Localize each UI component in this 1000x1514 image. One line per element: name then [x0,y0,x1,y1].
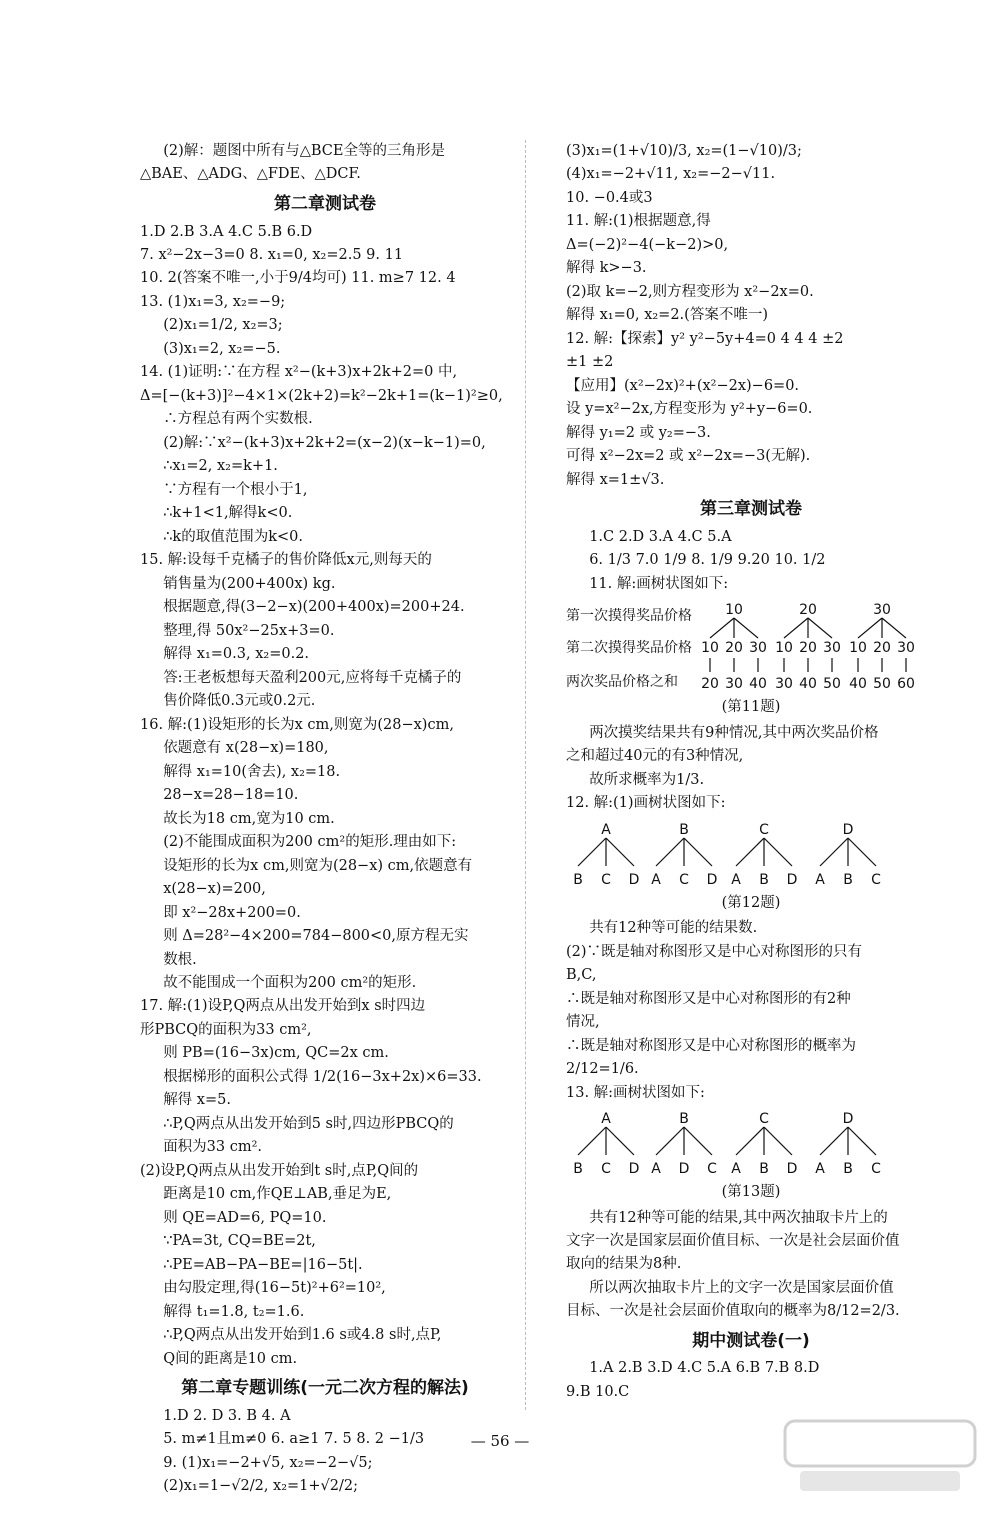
text-line: 11. 解:(1)根据题意,得 [566,213,711,230]
tree-child-node: 20 [873,640,891,657]
chapter2-special-title: 第二章专题训练(一元二次方程的解法) [181,1378,469,1399]
text-line: 故不能围成一个面积为200 cm²的矩形. [163,975,417,991]
watermark-logo [780,1416,980,1496]
tree-child-node: C [679,871,689,888]
tree-branch [606,838,634,866]
tree-root-node: D [842,821,854,838]
midterm-answers [566,1357,936,1404]
tree-root-node: D [842,1111,854,1128]
text-line: 1.A 2.B 3.D 4.C 5.A 6.B 7.B 8.D [589,1360,820,1377]
text-line: 整理,得 50x²−25x+3=0. [163,622,335,639]
tree-diagram-11 [566,598,936,694]
tree-branch [684,838,712,866]
text-line: 解得 t₁=1.8, t₂=1.6. [163,1303,305,1320]
text-line: ∴x₁=2, x₂=k+1. [163,458,278,475]
tree-sum-node: 50 [873,676,891,693]
tree-child-node: B [843,1161,853,1178]
text-line: 5. m≠1且m≠0 6. a≥1 7. 5 8. 2 −1/3 [163,1431,425,1448]
chapter2-answers [140,221,510,1372]
tree-child-node: D [628,1161,640,1178]
tree-branch [858,618,882,638]
tree-diagram-13 [566,1107,936,1179]
tree-child-node: A [651,1161,661,1178]
tree-diagram-12 [566,818,936,890]
text-line: 16. 解:(1)设矩形的长为x cm,则宽为(28−x)cm, [140,716,454,733]
tree-sum-node: 20 [701,676,719,693]
text-line: 之和超过40元的有3种情况, [566,748,744,765]
tree-row-label: 第一次摸得奖品价格 [566,608,692,625]
tree-child-node: A [731,871,741,888]
text-line: (2)设P,Q两点从出发开始到t s时,点P,Q间的 [140,1162,419,1179]
text-line: 答:王老板想每天盈利200元,应将每千克橘子的 [163,669,462,686]
tree-child-node: B [573,871,583,888]
text-line: 则 QE=AD=6, PQ=10. [163,1209,327,1226]
tree-root-node: C [759,821,769,838]
text-line: 根据梯形的面积公式得 1/2(16−3x+2x)×6=33. [163,1068,482,1085]
text-line: 9.B 10.C [566,1383,630,1400]
text-line: (3)x₁=(1+√10)/3, x₂=(1−√10)/3; [566,143,802,159]
text-line: 解得 x₁=0.3, x₂=0.2. [163,646,310,663]
tree-branch [578,1127,606,1155]
text-line: 数根. [163,951,197,968]
tree-branch [764,838,792,866]
text-line: Δ=(−2)²−4(−k−2)>0, [566,236,729,253]
text-line: 1.D 2.B 3.A 4.C 5.B 6.D [140,223,313,240]
tree-branch [684,1127,712,1155]
text-line: 17. 解:(1)设P,Q两点从出发开始到x s时四边 [140,998,426,1015]
left-top-lines [140,140,510,187]
text-line: (2)取 k=−2,则方程变形为 x²−2x=0. [566,283,814,300]
tree-branch [820,838,848,866]
tree-branch [578,838,606,866]
text-line: 可得 x²−2x=2 或 x²−2x=−3(无解). [566,448,811,465]
tree-sum-node: 60 [897,676,915,693]
tree-root-node: A [601,1111,611,1128]
text-line: 12. 解:【探索】y² y²−5y+4=0 4 4 4 ±2 [566,330,844,347]
text-line: 两次摸奖结果共有9种情况,其中两次奖品价格 [589,724,879,741]
text-line: 文字一次是国家层面价值目标、一次是社会层面价值 [566,1233,900,1249]
text-line: 7. x²−2x−3=0 8. x₁=0, x₂=2.5 9. 11 [140,246,404,263]
tree-root-node: C [759,1111,769,1128]
text-line: 则 Δ=28²−4×200=784−800<0,原方程无实 [163,928,469,945]
special-training-answers [140,1405,510,1499]
text-line: (2)解：题图中所有与△BCE全等的三角形是 [163,143,445,159]
tree-sum-node: 40 [849,676,867,693]
tree-child-node: B [759,1161,769,1178]
tree-child-node: A [731,1161,741,1178]
text-line: 13. 解:画树状图如下: [566,1084,705,1101]
tree-child-node: 10 [849,640,867,657]
tree-child-node: A [651,871,661,888]
text-line: ∴k+1<1,解得k<0. [163,505,293,522]
text-line: ∴既是轴对称图形又是中心对称图形的有2种 [566,990,851,1007]
tree-branch [764,1127,792,1155]
chapter2-test-title: 第二章测试卷 [274,193,376,214]
tree-root-node: B [679,1111,689,1128]
figure-caption-11: (第11题) [721,699,781,716]
tree-child-node: C [707,1161,717,1178]
tree-child-node: C [871,1161,881,1178]
tree-branch [606,1127,634,1155]
tree-child-node: A [815,871,825,888]
text-line: 2/12=1/6. [566,1061,639,1078]
page-number: — 56 — [470,1432,530,1450]
column-divider [525,140,526,1410]
text-line: 13. (1)x₁=3, x₂=−9; [140,293,286,310]
answer-12-text [566,917,936,1105]
text-line: ∴方程总有两个实数根. [163,411,313,428]
chapter3-answers [566,526,936,596]
tree-branch [848,838,876,866]
tree-branch [656,1127,684,1155]
text-line: 所以两次抽取卡片上的文字一次是国家层面价值 [589,1279,894,1296]
tree-child-node: B [573,1161,583,1178]
tree-branch [820,1127,848,1155]
text-line: 则 PB=(16−3x)cm, QC=2x cm. [163,1045,389,1062]
chapter3-test-title: 第三章测试卷 [700,499,802,520]
left-column [140,140,510,1499]
tree-child-node: 10 [701,640,719,657]
tree-root-node: A [601,821,611,838]
answer-11-text [566,722,936,816]
text-line: (2)不能围成面积为200 cm²的矩形.理由如下: [163,834,457,851]
tree-child-node: C [871,871,881,888]
text-line: 解得 x₁=0, x₂=2.(答案不唯一) [566,307,768,324]
tree-branch [882,618,906,638]
text-line: 11. 解:画树状图如下: [589,575,729,592]
text-line: 12. 解:(1)画树状图如下: [566,795,726,812]
text-line: 共有12种等可能的结果数. [589,920,758,937]
text-line: 1.D 2. D 3. B 4. A [163,1407,291,1424]
tree-branch [784,618,808,638]
right-top-answers [566,140,936,492]
figure-caption-12: (第12题) [721,894,781,911]
tree-root-node: 10 [725,602,743,619]
text-line: 面积为33 cm². [163,1139,263,1156]
tree-child-node: D [706,871,718,888]
text-line: 10. 2(答案不唯一,小于9/4均可) 11. m≥7 12. 4 [140,270,456,287]
text-line: Q间的距离是10 cm. [163,1350,298,1367]
tree-child-node: D [786,871,798,888]
tree-branch [656,838,684,866]
tree-root-node: 30 [873,602,891,619]
tree-branch [736,838,764,866]
tree-branch [848,1127,876,1155]
text-line: 1.C 2.D 3.A 4.C 5.A [589,528,732,545]
text-line: 解得 x₁=10(舍去), x₂=18. [163,763,341,780]
text-line: 解得 k>−3. [566,260,647,277]
tree-child-node: 20 [725,640,743,657]
tree-sum-node: 30 [725,676,743,693]
text-line: 依题意有 x(28−x)=180, [163,740,329,757]
text-line: ∴PE=AB−PA−BE=|16−5t|. [163,1256,363,1273]
tree-branch [808,618,832,638]
tree-branch [736,1127,764,1155]
text-line: 售价降低0.3元或0.2元. [163,693,316,710]
text-line: 解得 x=1±√3. [566,471,665,488]
tree-child-node: D [628,871,640,888]
text-line: ∴既是轴对称图形又是中心对称图形的概率为 [566,1037,856,1054]
text-line: (2)解:∵x²−(k+3)x+2k+2=(x−2)(x−k−1)=0, [163,434,486,451]
midterm-test-title: 期中测试卷(一) [692,1330,810,1351]
text-line: 【应用】(x²−2x)²+(x²−2x)−6=0. [566,377,800,394]
text-line: 即 x²−28x+200=0. [163,904,301,921]
text-line: Δ=[−(k+3)]²−4×1×(2k+2)=k²−2k+1=(k−1)²≥0, [140,387,503,404]
text-line: 故所求概率为1/3. [589,771,705,788]
text-line: 解得 x=5. [163,1092,231,1109]
tree-root-node: B [679,821,689,838]
text-line: ∴P,Q两点从出发开始到5 s时,四边形PBCQ的 [163,1115,454,1132]
answer-13-text [566,1207,936,1324]
tree-child-node: B [759,871,769,888]
figure-caption-13: (第13题) [721,1184,781,1201]
tree-child-node: A [815,1161,825,1178]
text-line: 目标、一次是社会层面价值取向的概率为8/12=2/3. [566,1303,900,1320]
text-line: 28−x=28−18=10. [163,787,299,804]
tree-branch [710,618,734,638]
text-line: (4)x₁=−2+√11, x₂=−2−√11. [566,166,776,183]
tree-child-node: B [843,871,853,888]
text-line: 设 y=x²−2x,方程变形为 y²+y−6=0. [566,401,813,418]
tree-row-label: 第二次摸得奖品价格 [566,640,692,657]
text-line: 14. (1)证明:∵在方程 x²−(k+3)x+2k+2=0 中, [140,364,458,381]
tree-child-node: 20 [799,640,817,657]
text-line: 设矩形的长为x cm,则宽为(28−x) cm,依题意有 [163,857,473,874]
text-line: 形PBCQ的面积为33 cm², [140,1021,312,1038]
tree-child-node: C [601,871,611,888]
tree-sum-node: 50 [823,676,841,693]
tree-child-node: 30 [823,640,841,657]
tree-sum-node: 40 [749,676,767,693]
text-line: ∴k的取值范围为k<0. [163,528,303,545]
text-line: 取向的结果为8种. [566,1256,682,1273]
tree-child-node: D [678,1161,690,1178]
text-line: 距离是10 cm,作QE⊥AB,垂足为E, [163,1186,392,1203]
tree-child-node: C [601,1161,611,1178]
tree-child-node: 30 [749,640,767,657]
tree-root-node: 20 [799,602,817,619]
right-column [566,140,936,1404]
text-line: 15. 解:设每千克橘子的售价降低x元,则每天的 [140,552,432,569]
text-line: (2)x₁=1/2, x₂=3; [163,317,283,334]
text-line: 销售量为(200+400x) kg. [163,575,336,592]
text-line: 9. (1)x₁=−2+√5, x₂=−2−√5; [163,1454,373,1471]
text-line: (2)∵既是轴对称图形又是中心对称图形的只有 [566,943,863,960]
text-line: 解得 y₁=2 或 y₂=−3. [566,424,711,441]
text-line: 共有12种等可能的结果,其中两次抽取卡片上的 [589,1209,888,1226]
tree-child-node: 30 [897,640,915,657]
text-line: B,C, [566,967,597,984]
tree-child-node: 10 [775,640,793,657]
text-line: (2)x₁=1−√2/2, x₂=1+√2/2; [163,1478,359,1495]
text-line: △BAE、△ADG、△FDE、△DCF. [140,166,361,183]
text-line: 情况, [566,1014,600,1031]
tree-child-node: D [786,1161,798,1178]
tree-branch [734,618,758,638]
tree-row-label: 两次奖品价格之和 [566,674,678,691]
text-line: 根据题意,得(3−2−x)(200+400x)=200+24. [163,599,465,616]
tree-sum-node: 30 [775,676,793,693]
tree-sum-node: 40 [799,676,817,693]
text-line: 10. −0.4或3 [566,189,653,206]
text-line: 故长为18 cm,宽为10 cm. [163,810,335,827]
text-line: x(28−x)=200, [163,881,266,898]
text-line: 由勾股定理,得(16−5t)²+6²=10², [163,1280,386,1297]
text-line: ∴P,Q两点从出发开始到1.6 s或4.8 s时,点P, [163,1327,442,1344]
text-line: (3)x₁=2, x₂=−5. [163,340,281,357]
text-line: 6. 1/3 7.0 1/9 8. 1/9 9.20 10. 1/2 [589,552,826,569]
text-line: ∵PA=3t, CQ=BE=2t, [163,1233,316,1250]
text-line: ∵方程有一个根小于1, [163,481,308,498]
text-line: ±1 ±2 [566,354,614,371]
